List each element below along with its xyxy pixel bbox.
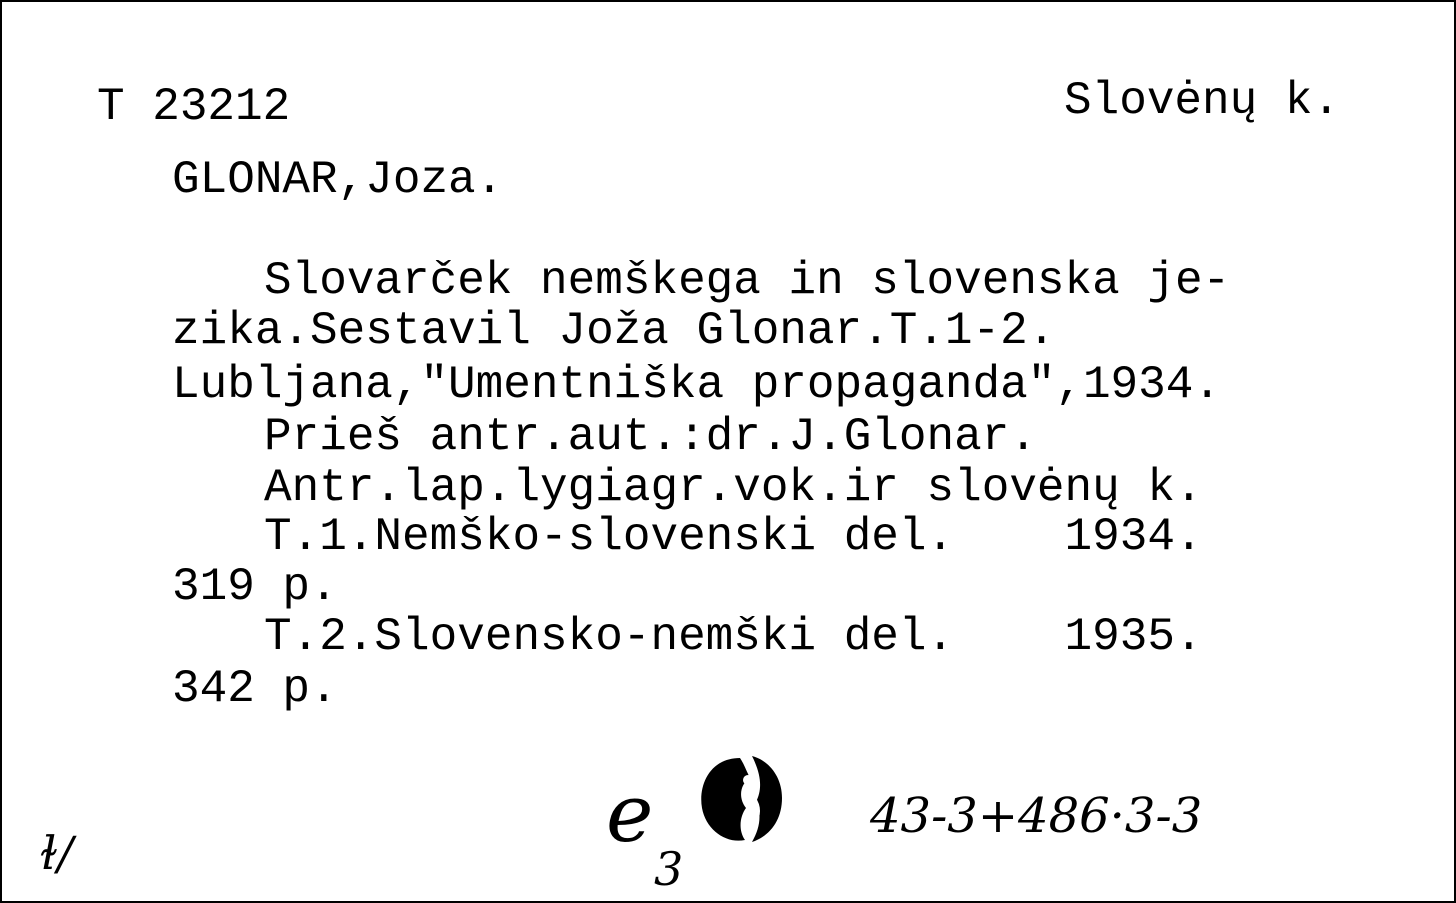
body-line-6: T.1.Nemško-slovenski del. 1934.	[264, 511, 1203, 563]
author-heading: GLONAR,Joza.	[172, 154, 504, 206]
body-line-2: zika.Sestavil Joža Glonar.T.1-2.	[172, 305, 1056, 357]
body-line-5: Antr.lap.lygiagr.vok.ir slovėnų k.	[264, 462, 1203, 514]
language-label: Slovėnų k.	[1064, 75, 1341, 127]
handwritten-sub-mark: 3	[654, 842, 684, 896]
body-line-7: 319 p.	[172, 561, 338, 613]
body-line-8: T.2.Slovensko-nemški del. 1935.	[264, 611, 1203, 663]
body-line-3: Lubljana,"Umentniška propaganda",1934.	[172, 359, 1221, 411]
body-line-4: Prieš antr.aut.:dr.J.Glonar.	[264, 411, 1037, 463]
body-line-9: 342 p.	[172, 663, 338, 715]
handwritten-corner-mark: ɫ/	[40, 826, 73, 880]
call-number: T 23212	[97, 81, 291, 133]
ink-stamp-icon	[690, 750, 790, 850]
handwritten-inventory-number: 43-3+486·3-3	[870, 788, 1203, 844]
handwritten-letter-mark: e	[606, 767, 654, 860]
body-line-1: Slovarček nemškega in slovenska je-	[264, 255, 1231, 307]
